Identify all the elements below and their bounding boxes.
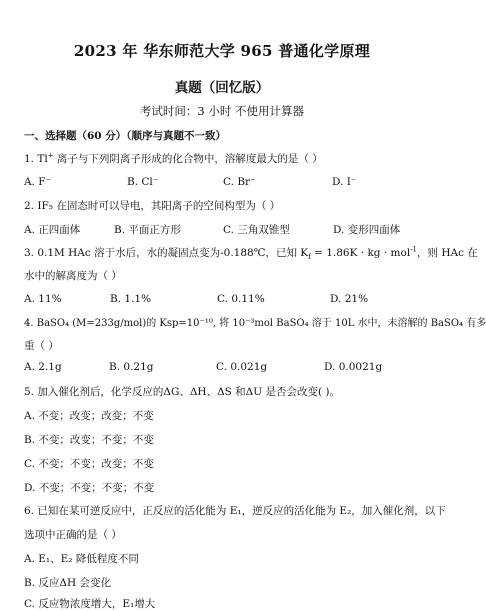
question-6-stem-line1: 6. 已知在某可逆反应中，正反应的活化能为 E₁，逆反应的活化能为 E₂，加入催化剂，以下 bbox=[24, 505, 446, 517]
q4-option-d: D. 0.0021g bbox=[324, 361, 383, 373]
q1-option-c: C. Br⁻ bbox=[223, 176, 256, 188]
q2-option-a: A. 正四面体 bbox=[24, 224, 81, 236]
question-3-stem-line2: 水中的解离度为（ ） bbox=[24, 270, 122, 282]
q1-stem-part-a: 1. Tl bbox=[24, 153, 48, 165]
q3-stem-sup: -1 bbox=[410, 245, 418, 254]
q4-option-b: B. 0.21g bbox=[109, 361, 154, 373]
q3-stem-part-a: 3. 0.1M HAc 溶于水后，水的凝固点变为-0.188℃，已知 K bbox=[24, 247, 309, 259]
question-1-stem bbox=[24, 151, 323, 166]
q1-option-a: A. F⁻ bbox=[24, 176, 52, 188]
q2-option-d: D. 变形四面体 bbox=[333, 224, 401, 236]
q3-option-c: C. 0.11% bbox=[217, 293, 265, 305]
document-subtitle: 真题（回忆版） bbox=[174, 80, 270, 96]
exam-info: 考试时间：3 小时 不使用计算器 bbox=[139, 104, 305, 118]
q1-stem-sup: + bbox=[47, 151, 54, 160]
q5-option-d: D. 不变；不变；不变；不变 bbox=[24, 482, 155, 494]
q5-option-b: B. 不变；改变；不变；不变 bbox=[24, 434, 154, 446]
q3-option-d: D. 21% bbox=[330, 293, 369, 305]
q3-stem-part-b: = 1.86K · kg · mol bbox=[310, 247, 411, 259]
q6-option-b: B. 反应ΔH 会变化 bbox=[24, 577, 111, 589]
q3-option-a: A. 11% bbox=[24, 293, 62, 305]
q1-option-b: B. Cl⁻ bbox=[127, 176, 159, 188]
q1-stem-part-b: 离子与下列阴离子形成的化合物中，溶解度最大的是（ ） bbox=[53, 153, 323, 165]
q2-option-b: B. 平面正方形 bbox=[114, 224, 181, 236]
question-3-stem-line1 bbox=[24, 245, 478, 260]
q6-option-a: A. E₁、E₂ 降低程度不同 bbox=[24, 553, 139, 565]
q3-stem-sub: f bbox=[308, 253, 311, 262]
section-heading: 一、选择题（60 分）（顺序与真题不一致） bbox=[24, 130, 227, 142]
q1-option-d: D. I⁻ bbox=[332, 176, 357, 188]
document-title: 2023 年 华东师范大学 965 普通化学原理 bbox=[73, 42, 371, 60]
question-4-stem-line1: 4. BaSO₄ (M=233g/mol)的 Ksp=10⁻¹⁰, 将 10⁻³mol BaSO₄ 溶于 10L 水中，未溶解的 BaSO₄ 有多 bbox=[24, 318, 486, 329]
question-5-stem: 5. 加入催化剂后，化学反应的ΔG、ΔH、ΔS 和ΔU 是否会改变( )。 bbox=[24, 386, 340, 398]
question-2-stem: 2. IF₅ 在固态时可以导电，其阳离子的空间构型为（ ） bbox=[24, 200, 281, 212]
q5-option-c: C. 不变；不变；改变；不变 bbox=[24, 458, 154, 470]
q6-option-c: C. 反应物浓度增大，E₁增大 bbox=[24, 598, 156, 610]
q3-stem-part-c: ，则 HAc 在 bbox=[417, 247, 478, 259]
question-4-stem-line2: 重（ ） bbox=[24, 340, 59, 352]
q3-option-b: B. 1.1% bbox=[110, 293, 152, 305]
question-6-stem-line2: 选项中正确的是（ ） bbox=[24, 529, 122, 541]
q2-option-c: C. 三角双锥型 bbox=[223, 224, 290, 236]
q4-option-a: A. 2.1g bbox=[24, 361, 62, 373]
q5-option-a: A. 不变；改变；改变；不变 bbox=[24, 410, 154, 422]
q4-option-c: C. 0.021g bbox=[216, 361, 268, 373]
